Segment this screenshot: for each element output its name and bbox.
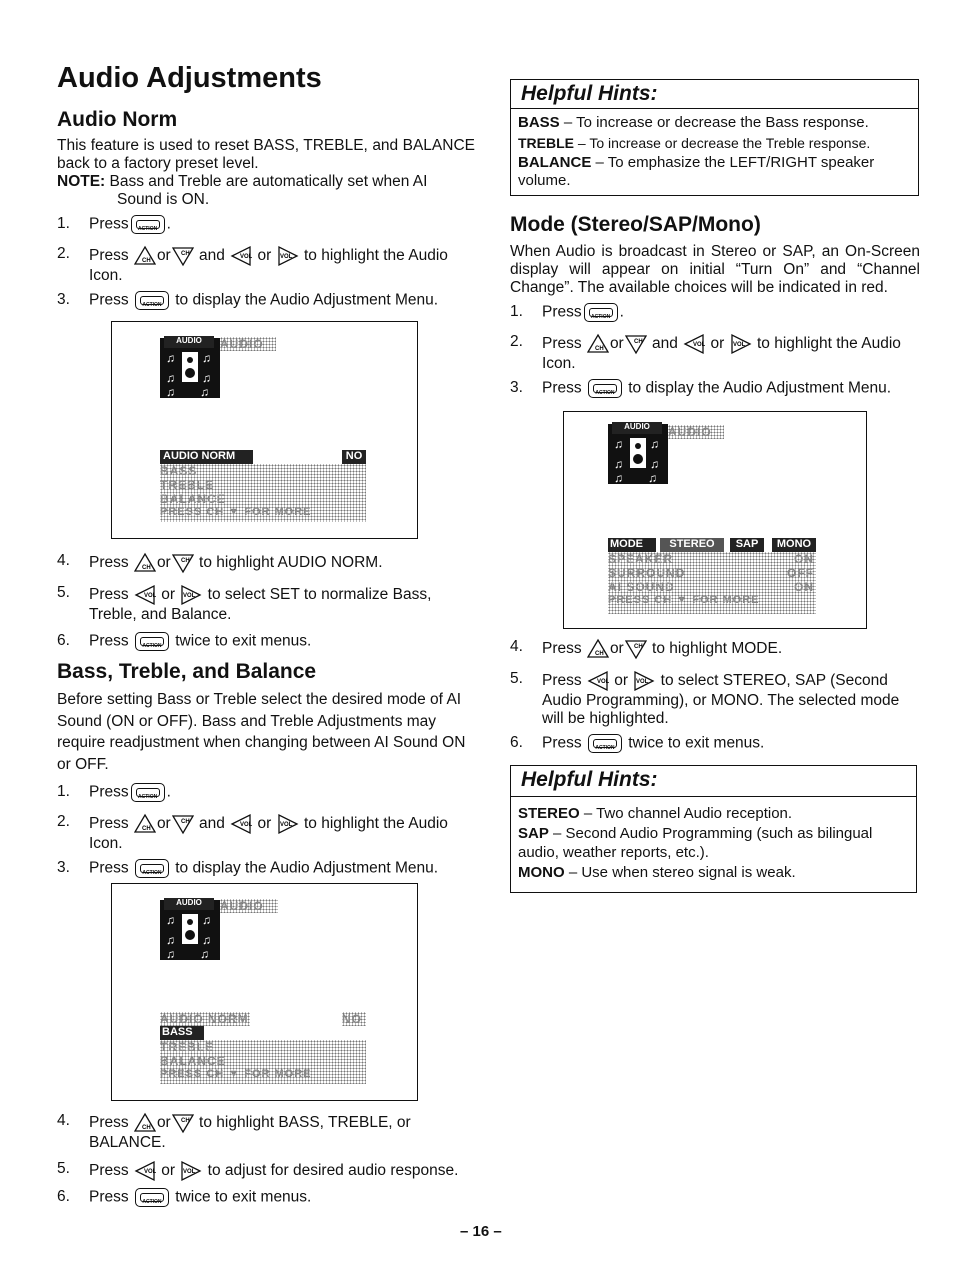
ch-down-icon bbox=[172, 245, 194, 267]
step: 6. Press ACTION twice to exit menus. bbox=[57, 1188, 312, 1206]
vol-right-icon bbox=[180, 1160, 202, 1182]
audio-icon-label: AUDIO bbox=[612, 422, 662, 434]
step: 6. Press ACTION twice to exit menus. bbox=[57, 632, 312, 650]
ch-up-icon bbox=[587, 638, 609, 660]
ch-up-icon bbox=[134, 813, 156, 835]
mode-steps bbox=[510, 303, 920, 398]
audio-norm-row: AUDIO NORM bbox=[160, 450, 253, 464]
step: 4. Press or to highlight MODE. bbox=[510, 638, 920, 670]
vol-left-icon bbox=[587, 670, 609, 692]
mode-intro: When Audio is broadcast in Stereo or SAP, an On-Screen display will appear on initial “Turn On” and “Channel Change”. The available choices will be indicated in red. bbox=[510, 243, 920, 296]
ch-down-icon bbox=[172, 813, 194, 835]
action-button-icon: ACTION bbox=[135, 632, 169, 651]
action-button-icon: ACTION bbox=[135, 859, 169, 878]
audio-menu-screen-1 bbox=[111, 321, 418, 539]
step: 4. Press or to highlight AUDIO NORM. bbox=[57, 552, 475, 584]
ch-down-icon bbox=[172, 552, 194, 574]
hint-item: MONO – Use when stereo signal is weak. bbox=[518, 864, 796, 881]
helpful-hints-box-2 bbox=[510, 765, 917, 893]
bass-treble-section bbox=[57, 660, 475, 878]
hints-title: Helpful Hints: bbox=[511, 766, 916, 797]
mode-steps-cont bbox=[510, 638, 920, 753]
mode-section bbox=[510, 213, 920, 398]
action-button-icon: ACTION bbox=[131, 783, 165, 802]
step: 6. Press ACTION twice to exit menus. bbox=[510, 734, 765, 752]
page-title: Audio Adjustments bbox=[57, 62, 322, 94]
ch-down-icon bbox=[172, 1112, 194, 1134]
helpful-hints-box-1 bbox=[510, 79, 919, 196]
mode-option-sap: SAP bbox=[730, 538, 764, 552]
ch-down-icon bbox=[625, 333, 647, 355]
bass-treble-steps-cont bbox=[57, 1112, 475, 1207]
menu-items: SPEAKER ON SURROUND OFF AI SOUND ON PRESS CH ▼ FOR MORE bbox=[608, 552, 816, 614]
action-button-icon: ACTION bbox=[135, 1188, 169, 1207]
mode-heading: Mode (Stereo/SAP/Mono) bbox=[510, 213, 761, 236]
vol-left-icon bbox=[230, 813, 252, 835]
action-button-icon: ACTION bbox=[131, 215, 165, 234]
audio-norm-section bbox=[57, 108, 475, 310]
vol-right-icon bbox=[180, 584, 202, 606]
mode-option-mono: MONO bbox=[772, 538, 816, 552]
action-button-icon: ACTION bbox=[588, 734, 622, 753]
ch-up-icon bbox=[587, 333, 609, 355]
step: 1. Press ACTION . bbox=[57, 783, 171, 801]
step: 5. Press or to select STEREO, SAP (Second Audio Programming), or MONO. The selected mode will be highlighted. bbox=[510, 670, 900, 727]
audio-norm-heading: Audio Norm bbox=[57, 108, 178, 131]
bass-treble-steps bbox=[57, 783, 475, 878]
action-button-icon: ACTION bbox=[584, 303, 618, 322]
audio-icon-label: AUDIO bbox=[164, 336, 214, 348]
vol-right-icon bbox=[730, 333, 752, 355]
hints-title: Helpful Hints: bbox=[511, 80, 918, 109]
audio-norm-steps bbox=[57, 215, 475, 310]
step: 3. Press ACTION to display the Audio Adjustment Menu. bbox=[57, 291, 439, 309]
step: 5. Press or to adjust for desired audio response. bbox=[57, 1160, 475, 1188]
vol-right-icon bbox=[277, 813, 299, 835]
vol-right-icon bbox=[633, 670, 655, 692]
audio-norm-note: NOTE: Bass and Treble are automatically set when AI Sound is ON. bbox=[57, 173, 428, 208]
ch-up-icon bbox=[134, 245, 156, 267]
ch-down-icon bbox=[625, 638, 647, 660]
bass-treble-intro: Before setting Bass or Treble select the desired mode of AI Sound (ON or OFF). Bass and Treble Adjustments may require readjustment when changing between AI Sound ON or OFF. bbox=[57, 691, 466, 773]
page-number: – 16 – bbox=[460, 1223, 502, 1240]
action-button-icon: ACTION bbox=[588, 379, 622, 398]
audio-norm-value: NO bbox=[342, 1012, 366, 1026]
hint-item: SAP – Second Audio Programming (such as bilingual audio, weather reports, etc.). bbox=[518, 825, 873, 861]
mode-label: MODE bbox=[608, 538, 656, 552]
audio-icon-label: AUDIO bbox=[164, 898, 214, 910]
mode-menu-screen bbox=[563, 411, 867, 629]
hint-item: BALANCE – To emphasize the LEFT/RIGHT speaker volume. bbox=[518, 154, 875, 189]
audio-menu-screen-2 bbox=[111, 883, 418, 1101]
step: 3. Press ACTION to display the Audio Adjustment Menu. bbox=[510, 379, 892, 397]
hint-item: STEREO – Two channel Audio reception. bbox=[518, 805, 793, 822]
hint-item: BASS – To increase or decrease the Bass response. bbox=[518, 114, 869, 131]
audio-norm-row: AUDIO NORM bbox=[160, 1012, 249, 1026]
step: 2. Press or and or to highlight the Audio Icon. bbox=[510, 333, 901, 372]
bass-row: BASS bbox=[160, 1026, 204, 1040]
hint-item: TREBLE – To increase or decrease the Treble response. bbox=[518, 135, 871, 151]
audio-norm-value: NO bbox=[342, 450, 366, 464]
menu-title: AUDIO bbox=[220, 337, 276, 351]
step: 4. Press or to highlight BASS, TREBLE, or BALANCE. bbox=[57, 1112, 411, 1151]
audio-norm-steps-cont bbox=[57, 552, 475, 651]
step: 2. Press or and or to highlight the Audio Icon. bbox=[57, 245, 448, 284]
vol-right-icon bbox=[277, 245, 299, 267]
step: 1. Press ACTION . bbox=[57, 215, 171, 233]
vol-left-icon bbox=[683, 333, 705, 355]
action-button-icon: ACTION bbox=[135, 291, 169, 310]
step: 5. Press or to select SET to normalize Bass, Treble, and Balance. bbox=[57, 584, 432, 623]
vol-left-icon bbox=[134, 584, 156, 606]
ch-up-icon bbox=[134, 552, 156, 574]
step: 3. Press ACTION to display the Audio Adjustment Menu. bbox=[57, 859, 439, 877]
menu-items: TREBLE BALANCE PRESS CH ▼ FOR MORE bbox=[160, 1040, 366, 1084]
step: 1. Press ACTION . bbox=[510, 303, 624, 321]
ch-up-icon bbox=[134, 1112, 156, 1134]
menu-items: BASS TREBLE BALANCE PRESS CH ▼ FOR MORE bbox=[160, 464, 366, 522]
menu-title: AUDIO bbox=[220, 899, 278, 913]
vol-left-icon bbox=[134, 1160, 156, 1182]
mode-option-stereo: STEREO bbox=[660, 538, 724, 552]
audio-norm-intro: This feature is used to reset BASS, TREBLE, and BALANCE back to a factory preset level. bbox=[57, 137, 475, 172]
bass-treble-heading: Bass, Treble, and Balance bbox=[57, 660, 317, 683]
menu-title: AUDIO bbox=[668, 425, 724, 439]
vol-left-icon bbox=[230, 245, 252, 267]
step: 2. Press or and or to highlight the Audio Icon. bbox=[57, 813, 448, 852]
